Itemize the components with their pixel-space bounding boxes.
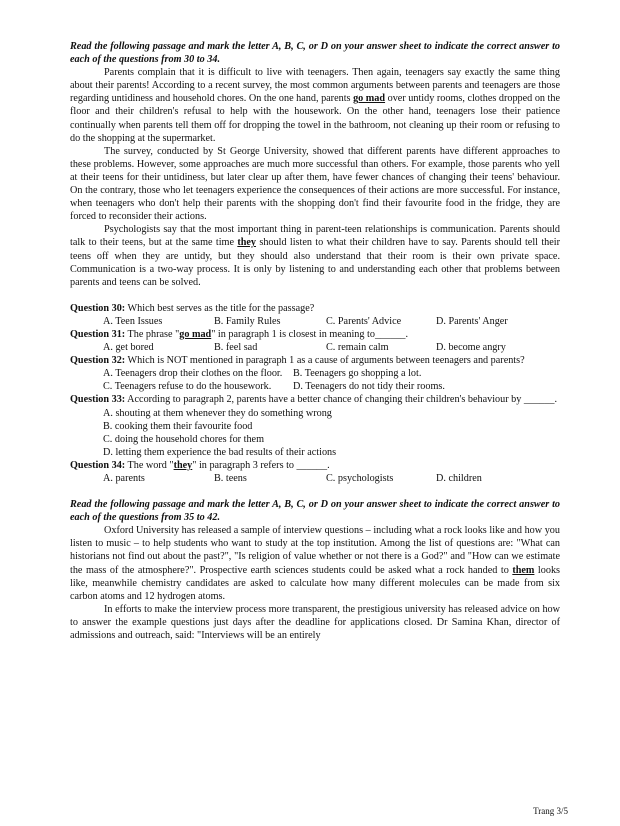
page-content (70, 40, 560, 642)
question-31-option-c[interactable]: C. remain calm (326, 342, 389, 354)
question-31-option-b[interactable]: B. feel sad (214, 342, 258, 354)
question-32-options-row2 (70, 380, 560, 393)
question-33-option-d[interactable]: D. letting them experience the bad results of their actions (103, 446, 337, 458)
question-32-option-d[interactable]: D. Teenagers do not tidy their rooms. (293, 381, 445, 393)
question-33-text: According to paragraph 2, parents have a better chance of changing their children's behaviour by ______. (125, 394, 558, 406)
passage1-p3-text-a: Psychologists say that the most important thing in parent-teen relationships is communication. Parents should talk to their teens, but at the same time (70, 224, 560, 249)
question-32-label: Question 32: (70, 355, 126, 367)
question-34 (70, 459, 560, 472)
question-34-underlined: they (173, 459, 193, 471)
question-32-option-c[interactable]: C. Teenagers refuse to do the housework. (103, 381, 272, 393)
passage1-paragraph2: The survey, conducted by St George University, showed that different parents have different approaches to these problems. However, some approaches are much more successful than others. For example, those parents who yell at their teens for their untidiness, but later clear up after them, have fewer chances of changing their teens' behaviour. On the contrary, those who let teenagers experience the consequences of their actions are more successful. For instance, when teenagers who don't help their parents with the shopping don't find their favourite food in the fridge, they are forced to reconsider their actions. (70, 145, 560, 223)
question-33-option-c[interactable]: C. doing the household chores for them (103, 433, 264, 445)
question-32-option-b[interactable]: B. Teenagers go shopping a lot. (293, 368, 422, 380)
question-31 (70, 328, 560, 341)
passage2-p1-underlined: them (512, 564, 535, 576)
question-34-text-pre: The word " (125, 459, 174, 471)
question-30-option-a[interactable]: A. Teen Issues (103, 315, 163, 327)
question-30-text: Which best serves as the title for the passage? (125, 302, 315, 314)
question-30-label: Question 30: (70, 302, 126, 314)
question-32-text: Which is NOT mentioned in paragraph 1 as a cause of arguments between teenagers and parents? (125, 355, 525, 367)
question-31-option-a[interactable]: A. get bored (103, 342, 154, 354)
question-32-option-a[interactable]: A. Teenagers drop their clothes on the floor. (103, 368, 283, 380)
question-32-options-row1 (70, 367, 560, 380)
question-30-option-d[interactable]: D. Parents' Anger (436, 315, 508, 327)
question-34-option-a[interactable]: A. parents (103, 473, 145, 484)
passage2-paragraph1 (70, 524, 560, 603)
question-31-text-post: " in paragraph 1 is closest in meaning to______. (211, 328, 409, 340)
question-34-options (70, 472, 560, 485)
question-30-options (70, 315, 560, 328)
passage1-p1-text-b: over untidy rooms, clothes dropped on the floor and their children's refusal to help with the housework. On the other hand, teenagers lose their patience continually when parents tell them off for dropping the towel in the bathroom, not cleaning up their room or refusing to do the shopping at the supermarket. (70, 93, 561, 144)
passage2-paragraph2: In efforts to make the interview process more transparent, the prestigious university has released advice on how to answer the example questions just days after the deadline for applications closed. Dr Samina Khan, director of admissions and outreach, said: "Interviews will be an entirely (70, 603, 560, 642)
section2-instruction: Read the following passage and mark the letter A, B, C, or D on your answer sheet to indicate the correct answer to each of the questions from 35 to 42. (70, 499, 560, 524)
question-30-option-c[interactable]: C. Parents' Advice (326, 315, 402, 327)
spacer (70, 289, 560, 302)
question-30-option-b[interactable]: B. Family Rules (214, 315, 281, 327)
passage1-paragraph3 (70, 223, 560, 288)
passage2-p1-text-b: looks like, meanwhile chemistry candidates are asked to calculate how many different molecules can be made from six carbon atoms and 12 hydrogen atoms. (70, 564, 561, 602)
question-34-label: Question 34: (70, 459, 126, 471)
question-34-text-post: " in paragraph 3 refers to ______. (192, 459, 330, 471)
question-33 (70, 393, 560, 406)
passage1-p1-underlined: go mad (353, 93, 386, 105)
spacer (70, 485, 560, 498)
passage1-p3-underlined: they (237, 237, 257, 249)
question-34-option-c[interactable]: C. psychologists (326, 473, 394, 484)
question-30 (70, 302, 560, 315)
question-33-option-a[interactable]: A. shouting at them whenever they do something wrong (103, 407, 332, 419)
question-31-options (70, 341, 560, 354)
passage2-p1-text-a: Oxford University has released a sample of interview questions – including what a rock looks like and how you listen to music – to help students who want to study at the top institution. Among the list of questions are: "What can historians not find out about the past?", "Is religion of value whether or not there is a God?" and "How can we estimate the mass of the atmosphere?". Prospective earth sciences students could be asked what a rock handed to (70, 525, 560, 576)
question-34-option-d[interactable]: D. children (436, 473, 482, 484)
question-33-option-b[interactable]: B. cooking them their favourite food (103, 420, 253, 432)
question-31-underlined: go mad (179, 328, 212, 340)
passage1-paragraph1 (70, 66, 560, 145)
question-32 (70, 354, 560, 367)
question-31-text-pre: The phrase " (125, 328, 180, 340)
question-34-option-b[interactable]: B. teens (214, 473, 247, 484)
passage1-p1-text-a: Parents complain that it is difficult to live with teenagers. Then again, teenagers say exactly the same thing about their parents! According to a recent survey, the most common arguments between parents and teenagers are those regarding untidiness and household chores. On the one hand, parents (70, 67, 560, 105)
question-31-label: Question 31: (70, 328, 126, 340)
page-number: Trang 3/5 (533, 806, 568, 816)
question-33-label: Question 33: (70, 394, 126, 406)
question-31-option-d[interactable]: D. become angry (436, 342, 506, 354)
section1-instruction: Read the following passage and mark the letter A, B, C, or D on your answer sheet to indicate the correct answer to each of the questions from 30 to 34. (70, 41, 560, 66)
passage1-p3-text-b: should listen to what their children have to say. Parents should tell their teens off when they are untidy, but they should also understand that their room is their own private space. Communication is a two-way process. It is only by listening to and understanding each other that problems between parents and teens can be solved. (70, 237, 560, 288)
